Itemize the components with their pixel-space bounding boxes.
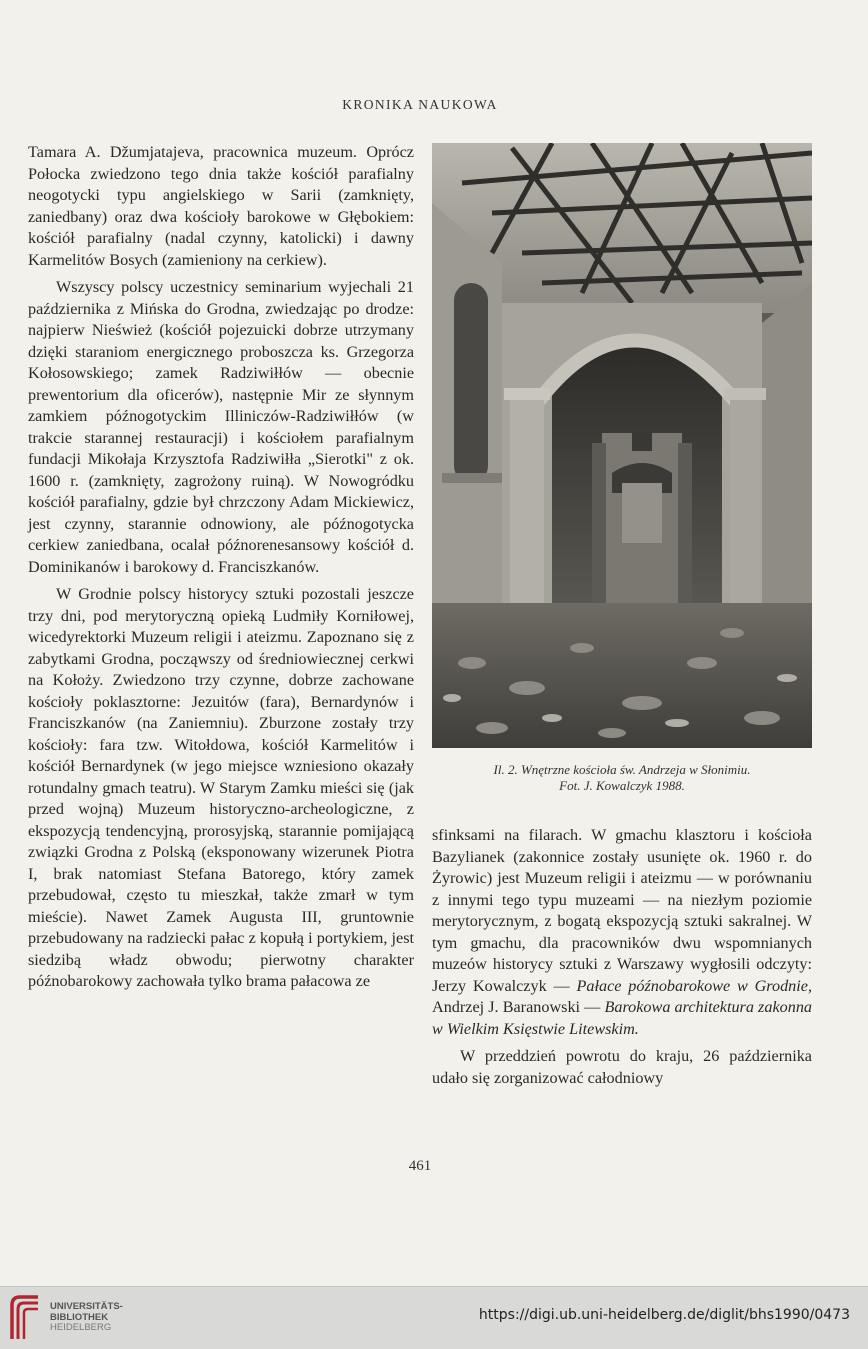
library-name-line: UNIVERSITÄTS- bbox=[50, 1301, 123, 1312]
paragraph: Tamara A. Džumjatajeva, pracownica muzeum. Oprócz Połocka zwiedzono tego dnia także kościół parafialny neogotycki typu angielskiego w Sarii (zamknięty, zaniedbany) oraz dwa kościoły barokowe w Głębokiem: kościół parafialny (nadal czynny, katolicki) i dawny Karmelitów Bosych (zamieniony na cerkiew). bbox=[28, 143, 414, 269]
lecture-title: Pałace późnobarokowe w Grodnie bbox=[576, 976, 808, 995]
viewer-footer bbox=[0, 1286, 868, 1349]
running-head: KRONIKA NAUKOWA bbox=[342, 97, 498, 112]
paragraph: Wszyscy polscy uczestnicy seminarium wyjechali 21 października z Mińska do Grodna, zwiedzając po drodze: najpierw Nieśwież (kościół pojezuicki dobrze utrzymany dzięki staraniom energicznego proboszcza ks. Grzegorza Kołosowskiego; zamek Radziwiłłów — obecnie prewentorium dla oficerów), następnie Mir ze słynnym zamkiem późnogotyckim Illiniczów-Radziwiłłów (w trakcie starannej restauracji) i kościołem parafialnym fundacji Mikołaja Krzysztofa Radziwiłła „Sierotki" z ok. 1600 r. (zamknięty, zagrożony ruiną). W Nowogródku kościół parafialny, gdzie był chrzczony Adam Mickiewicz, jest czynny, starannie odnowiony, ale późnogotycka cerkiew zaniedbana, ocalał późnorenesansowy kościół d. Dominikanów i barokowy d. Franciszkanów. bbox=[28, 278, 414, 576]
library-name[interactable] bbox=[50, 1302, 123, 1334]
left-column bbox=[28, 142, 414, 993]
library-logo-icon[interactable] bbox=[8, 1295, 44, 1341]
photo-illustration bbox=[432, 143, 812, 748]
permalink-url[interactable]: https://digi.ub.uni-heidelberg.de/diglit/bhs1990/0473 bbox=[478, 1307, 850, 1323]
lecture-title: Barokowa architektura zakonna w Wielkim Księstwie Litewskim. bbox=[432, 998, 813, 1038]
paragraph: W przeddzień powrotu do kraju, 26 października udało się zorganizować całodniowy bbox=[432, 1047, 812, 1087]
paragraph: W Grodnie polscy historycy sztuki pozostali jeszcze trzy dni, pod merytoryczną opieką Ludmiły Korniłowej, wicedyrektorki Muzeum religii i ateizmu. Zapoznano się z zabytkami Grodna, począwszy od średniowiecznej cerkwi na Kołoży. Zwiedzono trzy czynne, dobrze zachowane kościoły poklasztorne: Jezuitów (fara), Bernardynów i Franciszkanów (na Zaniemniu). Zburzone zostały trzy kościoły: fara tzw. Witołdowa, kościół Karmelitów i kościół Bernardynek (w jego miejsce wzniesiono okazały rotundalny gmach teatru). W Starym Zamku mieści się (jak przed wojną) Muzeum historyczno-archeologiczne, z ekspozycją tendencyjną, prorosyjską, starannie pomijającą związki Grodna z Polską (eksponowany wizerunek Piotra I, brak natomiast Stefana Batorego, który zamek przebudował, często tu mieszkał, także zmarł w tym mieście). Nawet Zamek Augusta III, gruntownie przebudowany na radziecki pałac z kopułą i portykiem, jest siedzibą władz obwodu; pierwotny charakter późnobarokowy zachowała tylko brama pałacowa ze bbox=[28, 585, 414, 990]
figure-caption bbox=[432, 762, 812, 794]
page-number: 461 bbox=[408, 1158, 432, 1174]
library-name-line: BIBLIOTHEK bbox=[50, 1311, 109, 1323]
right-column bbox=[432, 825, 812, 1089]
paragraph-text: , Andrzej J. Baranowski — bbox=[432, 976, 812, 1016]
paragraph bbox=[432, 825, 812, 1040]
church-interior-photo bbox=[432, 143, 812, 748]
caption-credit: Fot. J. Kowalczyk 1988. bbox=[559, 778, 685, 793]
caption-title: Il. 2. Wnętrzne kościoła św. Andrzeja w Słonimiu. bbox=[493, 762, 751, 777]
library-name-line: HEIDELBERG bbox=[50, 1322, 112, 1333]
paragraph-text: sfinksami na filarach. W gmachu klasztoru i kościoła Bazylianek (zakonnice zostały usunięte ok. 1960 r. do Żyrowic) jest Muzeum religii i ateizmu — w porównaniu z innymi tego typu muzeami — na niezłym poziomie merytorycznym, z bogatą ekspozycją sztuki sakralnej. W tym gmachu, dla pracowników dwu wspomnianych muzeów historycy sztuki z Warszawy wygłosili odczyty: Jerzy Kowalczyk — bbox=[432, 826, 812, 995]
